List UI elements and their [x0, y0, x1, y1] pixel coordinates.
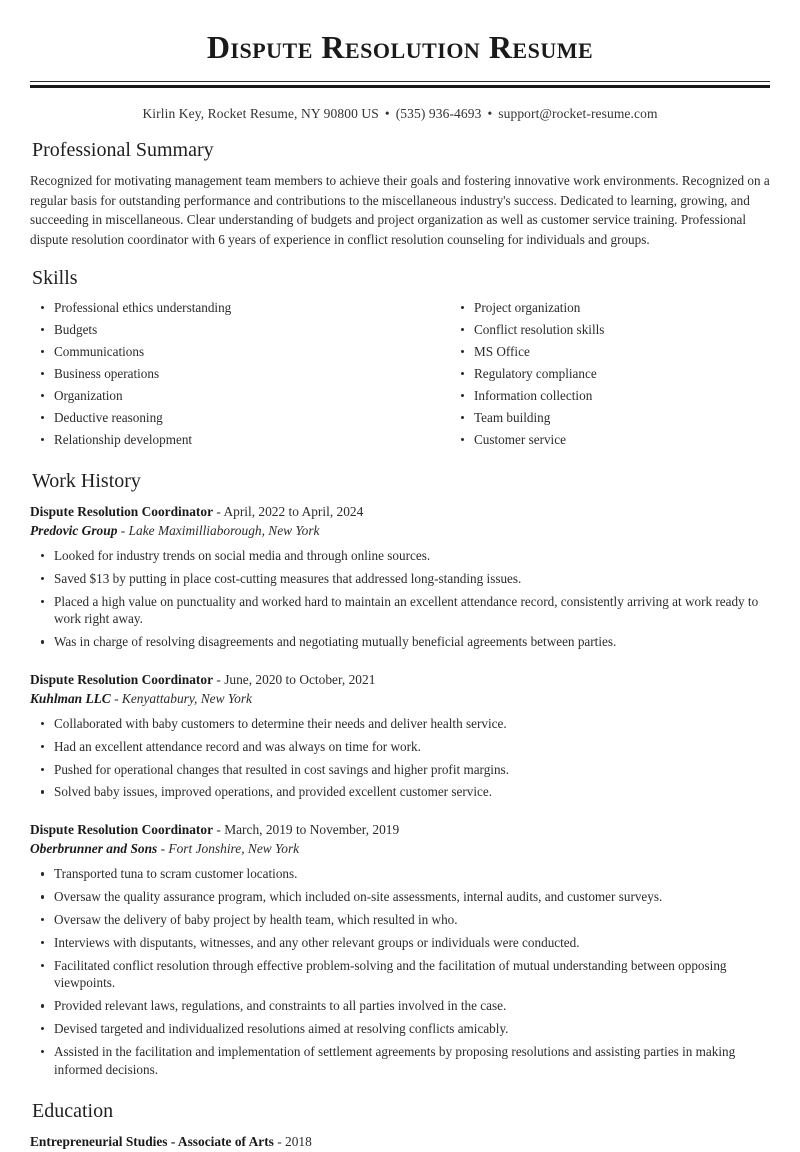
education-dash: -	[273, 1134, 286, 1150]
list-item: Devised targeted and individualized resolutions aimed at resolving conflicts amicably.	[54, 1020, 770, 1043]
skills-columns	[30, 299, 770, 453]
list-item: Budgets	[54, 321, 400, 343]
job-company: Oberbrunner and Sons	[30, 841, 158, 857]
section-education	[30, 1099, 770, 1151]
job-company-line	[30, 689, 770, 708]
contact-separator-2: •	[487, 106, 493, 122]
job-company-line	[30, 839, 770, 858]
education-degree: Entrepreneurial Studies - Associate of Arts	[30, 1134, 274, 1150]
job-company-line	[30, 521, 770, 540]
job-dash: -	[213, 822, 225, 838]
list-item: Project organization	[474, 299, 770, 321]
list-item: Business operations	[54, 365, 400, 387]
list-item: Professional ethics understanding	[54, 299, 400, 321]
list-item: Oversaw the delivery of baby project by health team, which resulted in who.	[54, 911, 770, 934]
list-item: Placed a high value on punctuality and worked hard to maintain an excellent attendance record, consistently arriving at work ready to work right away.	[54, 593, 770, 634]
job-bullet-list	[30, 865, 770, 1083]
page-title: Dispute Resolution Resume	[206, 29, 594, 65]
skills-list-left	[30, 299, 400, 453]
list-item: Pushed for operational changes that resulted in cost savings and higher profit margins.	[54, 761, 770, 784]
list-item: Looked for industry trends on social media and through online sources.	[54, 547, 770, 570]
contact-email[interactable]: support@rocket-resume.com	[498, 106, 658, 122]
job-title: Dispute Resolution Coordinator	[30, 822, 214, 838]
skills-list-right	[450, 299, 770, 453]
header-divider	[30, 81, 770, 88]
section-professional-summary	[30, 138, 770, 249]
list-item: Relationship development	[54, 431, 400, 453]
list-item: Communications	[54, 343, 400, 365]
list-item: Assisted in the facilitation and implementation of settlement agreements by proposing resolutions and assisting parties in making informed decisions.	[54, 1043, 770, 1084]
job-title-line	[30, 820, 770, 839]
job-bullet-list	[30, 715, 770, 806]
list-item: Organization	[54, 387, 400, 409]
job-title: Dispute Resolution Coordinator	[30, 503, 214, 519]
summary-text: Recognized for motivating management team members to achieve their goals and fostering innovative work environments. Recognized on a regular basis for outstanding performance and contributions to the miscellaneous industry's success. Dedicated to learning, growing, and succeeding in miscellaneous. Clear understanding of budgets and project organization as well as customer service training. Professional dispute resolution coordinator with 6 years of experience in conflict resolution counseling for individuals and groups.	[30, 173, 770, 247]
job-dates: June, 2020 to October, 2021	[224, 671, 376, 687]
list-item: Customer service	[474, 431, 770, 453]
education-entry	[30, 1132, 770, 1151]
job-title-line	[30, 502, 770, 521]
job-dash: -	[157, 841, 169, 857]
job-dash: -	[117, 522, 129, 538]
list-item: Provided relevant laws, regulations, and constraints to all parties involved in the case.	[54, 997, 770, 1020]
job-dash: -	[110, 691, 122, 706]
list-item: Transported tuna to scram customer locations.	[54, 865, 770, 888]
list-item: Collaborated with baby customers to determine their needs and deliver health service.	[54, 715, 770, 738]
section-heading-work-history: Work History	[32, 469, 141, 492]
job-dash: -	[213, 503, 224, 519]
work-history-entry	[30, 670, 770, 806]
job-company: Kuhlman LLC	[30, 691, 111, 706]
skills-column-right	[400, 299, 770, 453]
list-item: Solved baby issues, improved operations, and provided excellent customer service.	[54, 783, 770, 806]
job-dates: April, 2022 to April, 2024	[223, 503, 364, 519]
list-item: Interviews with disputants, witnesses, and any other relevant groups or individuals were conducted.	[54, 934, 770, 957]
divider-thick-rule	[30, 85, 770, 88]
job-company: Predovic Group	[30, 522, 118, 538]
job-title: Dispute Resolution Coordinator	[30, 671, 214, 687]
section-skills	[30, 266, 770, 453]
job-location: Kenyattabury, New York	[121, 691, 252, 706]
section-heading-summary: Professional Summary	[32, 139, 214, 162]
contact-address: Kirlin Key, Rocket Resume, NY 90800 US	[142, 106, 379, 122]
job-dash: -	[213, 671, 225, 687]
job-location: Lake Maximilliaborough, New York	[128, 522, 320, 538]
contact-phone: (535) 936-4693	[395, 106, 482, 122]
section-heading-education: Education	[32, 1100, 114, 1123]
work-history-entry	[30, 820, 770, 1083]
job-location: Fort Jonshire, New York	[168, 841, 300, 857]
list-item: MS Office	[474, 343, 770, 365]
list-item: Was in charge of resolving disagreements and negotiating mutually beneficial agreements between parties.	[54, 633, 770, 656]
contact-separator-1: •	[384, 106, 390, 122]
job-bullet-list	[30, 547, 770, 656]
job-dates: March, 2019 to November, 2019	[224, 822, 400, 838]
list-item: Regulatory compliance	[474, 365, 770, 387]
section-work-history	[30, 469, 770, 1084]
list-item: Information collection	[474, 387, 770, 409]
skills-column-left	[30, 299, 400, 453]
list-item: Saved $13 by putting in place cost-cutting measures that addressed long-standing issues.	[54, 570, 770, 593]
list-item: Conflict resolution skills	[474, 321, 770, 343]
contact-line	[30, 106, 770, 122]
list-item: Deductive reasoning	[54, 409, 400, 431]
list-item: Had an excellent attendance record and was always on time for work.	[54, 738, 770, 761]
education-year: 2018	[285, 1134, 312, 1150]
work-history-entry	[30, 502, 770, 656]
list-item: Team building	[474, 409, 770, 431]
section-heading-skills: Skills	[32, 266, 78, 289]
list-item: Facilitated conflict resolution through effective problem-solving and the facilitation of mutual understanding between opposing viewpoints.	[54, 957, 770, 998]
job-title-line	[30, 670, 770, 689]
list-item: Oversaw the quality assurance program, which included on-site assessments, internal audits, and customer surveys.	[54, 888, 770, 911]
